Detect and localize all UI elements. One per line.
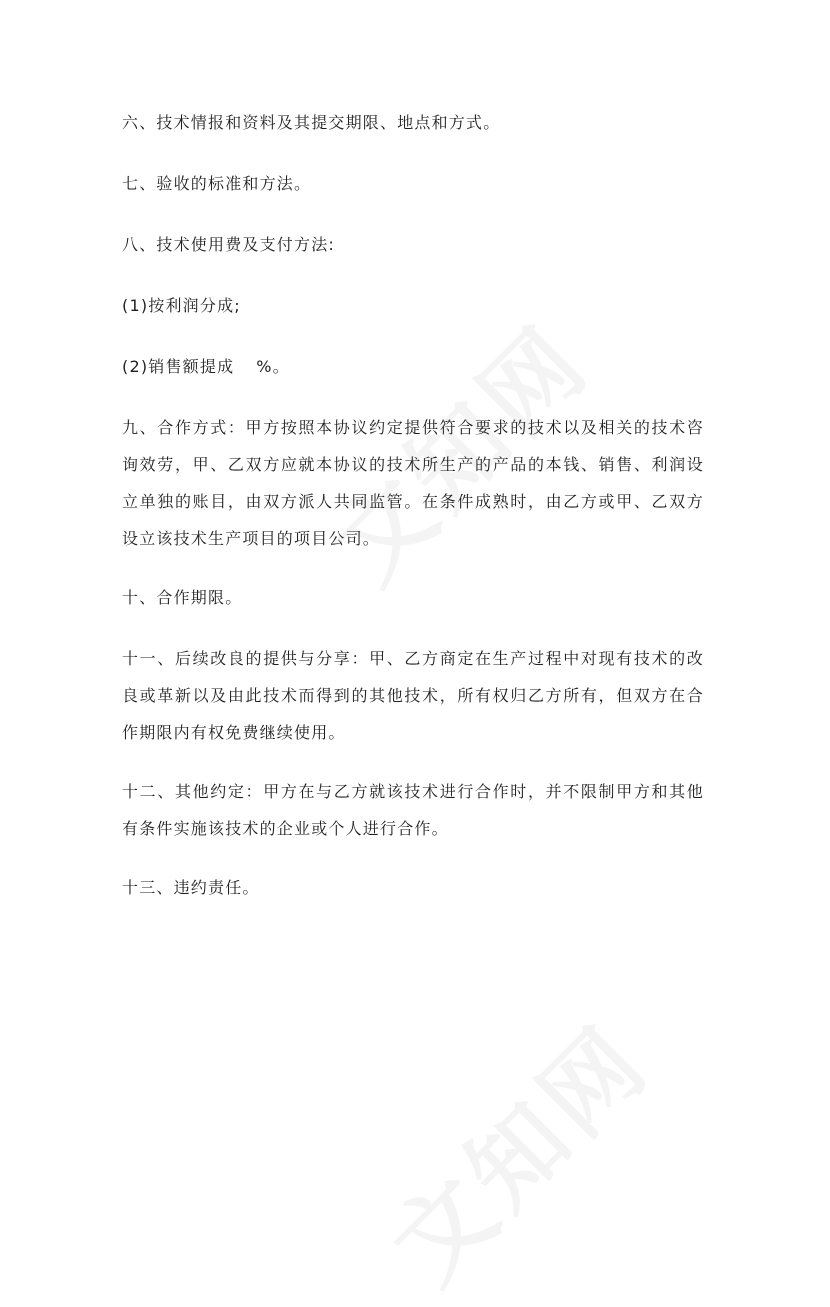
clause-12: 十二、其他约定：甲方在与乙方就该技术进行合作时，并不限制甲方和其他有条件实施该技术的企业或个人进行合作。 (122, 782, 704, 838)
watermark (357, 990, 674, 1307)
clause-7: 七、验收的标准和方法。 (122, 174, 312, 193)
sales-commission-label: (2)销售额提成 (122, 357, 235, 376)
clause-8-item-2 (122, 352, 704, 382)
clause-9: 九、合作方式：甲方按照本协议约定提供符合要求的技术以及相关的技术咨询效劳，甲、乙双方应就本协议的技术所生产的产品的本钱、销售、利润设立单独的账目，由双方派人共同监管。在条件成熟时，由乙方或甲、乙双方设立该技术生产项目的项目公司。 (122, 418, 704, 548)
clause-11: 十一、后续改良的提供与分享：甲、乙方商定在生产过程中对现有技术的改良或革新以及由此技术而得到的其他技术，所有权归乙方所有，但双方在合作期限内有权免费继续使用。 (122, 649, 704, 742)
clause-13: 十三、违约责任。 (122, 878, 260, 897)
clause-8: 八、技术使用费及支付方法: (122, 235, 335, 254)
clause-8-item-1: (1)按利润分成; (122, 296, 241, 315)
clause-6: 六、技术情报和资料及其提交期限、地点和方式。 (122, 113, 501, 132)
clause-10: 十、合作期限。 (122, 588, 243, 607)
document-body (122, 108, 704, 934)
percent-suffix: %。 (256, 357, 290, 376)
